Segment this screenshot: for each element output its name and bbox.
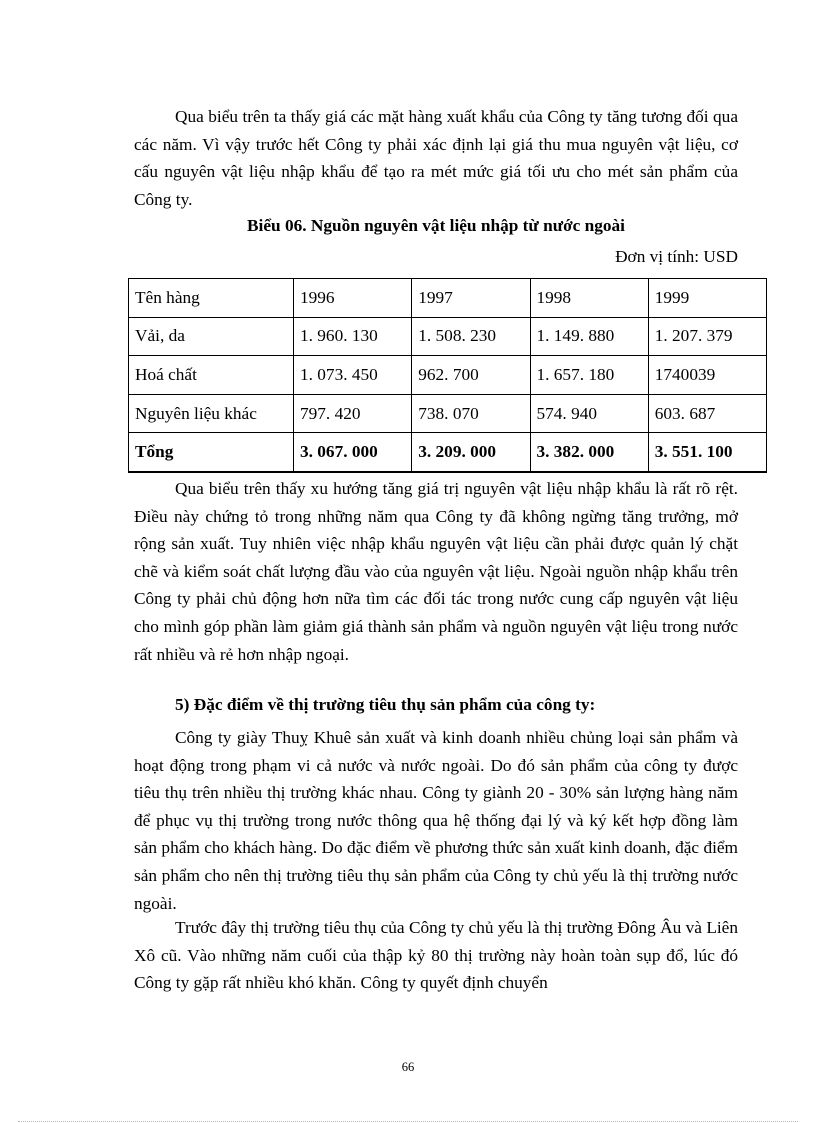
market-paragraph-2: Trước đây thị trường tiêu thụ của Công ty chủ yếu là thị trường Đông Âu và Liên Xô cũ. Vào những năm cuối của thập kỷ 80 thị trường này hoàn toàn sụp đổ, lúc đó Công ty gặp rất nhiều khó khăn. Công ty quyết định chuyển [134, 918, 738, 993]
table-row [129, 317, 767, 356]
header-cell-1998: 1998 [530, 279, 648, 318]
table-total-row [129, 433, 767, 472]
total-cell: 3. 551. 100 [648, 433, 766, 472]
total-cell: 3. 067. 000 [294, 433, 412, 472]
table-unit: Đơn vị tính: USD [615, 247, 738, 266]
table-cell: 1740039 [648, 356, 766, 395]
table-cell: 797. 420 [294, 394, 412, 433]
table-caption: Biểu 06. Nguồn nguyên vật liệu nhập từ nước ngoài [247, 216, 625, 235]
header-cell-1997: 1997 [412, 279, 530, 318]
import-materials-table [128, 278, 767, 473]
header-cell-name: Tên hàng [129, 279, 294, 318]
row-label: Hoá chất [129, 356, 294, 395]
total-cell: 3. 209. 000 [412, 433, 530, 472]
row-label: Nguyên liệu khác [129, 394, 294, 433]
table-cell: 1. 149. 880 [530, 317, 648, 356]
table-cell: 1. 508. 230 [412, 317, 530, 356]
total-cell: 3. 382. 000 [530, 433, 648, 472]
total-label: Tổng [129, 433, 294, 472]
table-cell: 962. 700 [412, 356, 530, 395]
table-row [129, 356, 767, 395]
analysis-paragraph: Qua biểu trên thấy xu hướng tăng giá trị nguyên vật liệu nhập khẩu là rất rõ rệt. Điều này chứng tỏ trong những năm qua Công ty đã không ngừng tăng trưởng, mở rộng sản xuất. Tuy nhiên việc nhập khẩu nguyên vật liệu cần phải được quản lý chặt chẽ và kiểm soát chất lượng đầu vào của nguyên vật liệu. Ngoài nguồn nhập khẩu trên Công ty phải chủ động hơn nữa tìm các đối tác trong nước cung cấp nguyên vật liệu cho mình góp phần làm giảm giá thành sản phẩm và nguồn nguyên vật liệu trong nước rất nhiều và rẻ hơn nhập ngoại. [134, 479, 738, 664]
table-row [129, 394, 767, 433]
market-paragraph-1: Công ty giày Thuỵ Khuê sản xuất và kinh doanh nhiều chủng loại sản phẩm và hoạt động trong phạm vi cả nước và nước ngoài. Do đó sản phẩm của công ty được tiêu thụ trên nhiều thị trường khác nhau. Công ty giành 20 - 30% sản lượng hàng năm để phục vụ thị trường trong nước thông qua hệ thống đại lý và ký kết hợp đồng làm sản phẩm cho khách hàng. Do đặc điểm về phương thức sản xuất kinh doanh, đặc điểm sản phẩm cho nên thị trường tiêu thụ sản phẩm của Công ty chủ yếu là thị trường nước ngoài. [134, 728, 738, 913]
header-cell-1999: 1999 [648, 279, 766, 318]
table-cell: 1. 207. 379 [648, 317, 766, 356]
table-header-row [129, 279, 767, 318]
section-heading: 5) Đặc điểm về thị trường tiêu thụ sản phẩm của công ty: [175, 695, 596, 714]
table-cell: 738. 070 [412, 394, 530, 433]
page-bottom-border [18, 1121, 798, 1122]
table-cell: 1. 073. 450 [294, 356, 412, 395]
table-cell: 603. 687 [648, 394, 766, 433]
intro-paragraph: Qua biểu trên ta thấy giá các mặt hàng xuất khẩu của Công ty tăng tương đối qua các năm. Vì vậy trước hết Công ty phải xác định lại giá thu mua nguyên vật liệu, cơ cấu nguyên vật liệu nhập khẩu để tạo ra mét mức giá tối ưu cho mét sản phẩm của Công ty. [134, 107, 738, 209]
table-cell: 1. 960. 130 [294, 317, 412, 356]
row-label: Vải, da [129, 317, 294, 356]
page-number: 66 [401, 1060, 415, 1074]
header-cell-1996: 1996 [294, 279, 412, 318]
table-cell: 574. 940 [530, 394, 648, 433]
table-cell: 1. 657. 180 [530, 356, 648, 395]
